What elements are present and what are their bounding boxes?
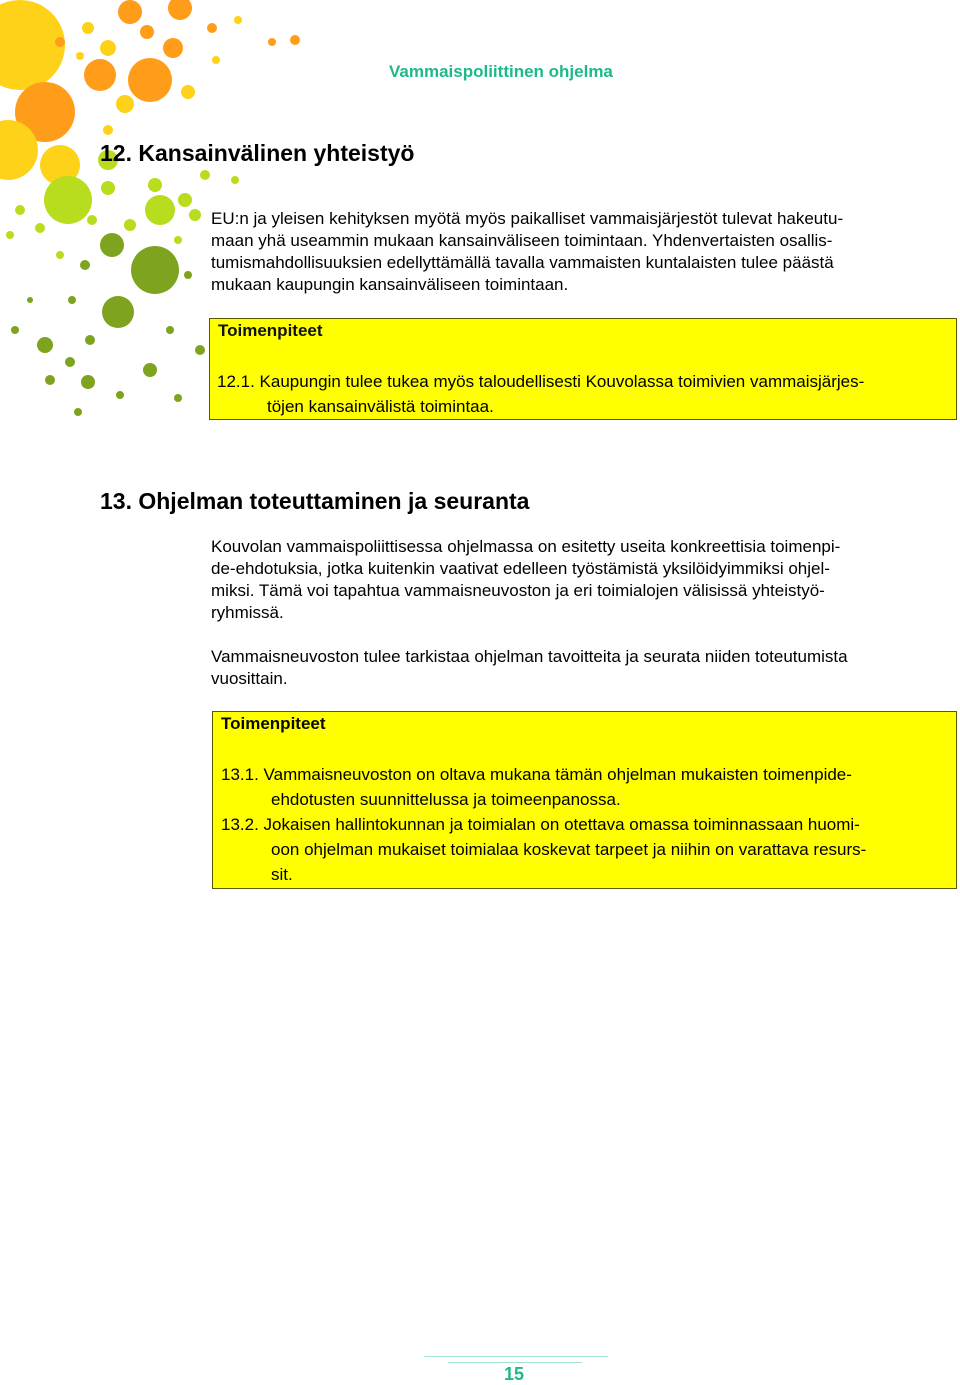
action-item-line: 13.2. Jokaisen hallintokunnan ja toimialan on otettava omassa toiminnassaan huomi- xyxy=(221,815,860,834)
section-13-actions-box xyxy=(212,711,957,889)
action-item-13-1 xyxy=(221,762,951,812)
action-item-line: oon ohjelman mukaiset toimialaa koskevat tarpeet ja niihin on varattava resurs- xyxy=(271,840,867,859)
action-item-13-2 xyxy=(221,812,951,887)
action-item-line: ehdotusten suunnittelussa ja toimeenpanossa. xyxy=(271,790,621,809)
action-item-12-1 xyxy=(217,369,952,419)
section-12-heading: 12. Kansainvälinen yhteistyö xyxy=(100,140,415,166)
paragraph-line: maan yhä useammin mukaan kansainväliseen toimintaan. Yhdenvertaisten osallis- xyxy=(211,231,833,250)
paragraph-line: EU:n ja yleisen kehityksen myötä myös paikalliset vammaisjärjestöt tulevat hakeutu- xyxy=(211,209,844,228)
paragraph-line: Kouvolan vammaispoliittisessa ohjelmassa on esitetty useita konkreettisia toimenpi- xyxy=(211,537,841,556)
actions-title: Toimenpiteet xyxy=(218,321,323,340)
page-number: 15 xyxy=(504,1364,525,1384)
paragraph-line: miksi. Tämä voi tapahtua vammaisneuvoston ja eri toimialojen välisissä yhteistyö- xyxy=(211,581,825,600)
section-13-heading: 13. Ohjelman toteuttaminen ja seuranta xyxy=(100,488,530,514)
footer-divider xyxy=(448,1362,582,1363)
paragraph-line: mukaan kaupungin kansainväliseen toimintaan. xyxy=(211,275,569,294)
action-item-line: töjen kansainvälistä toimintaa. xyxy=(267,397,494,416)
paragraph-line: ryhmissä. xyxy=(211,603,284,622)
section-13-paragraph-1 xyxy=(211,536,931,624)
paragraph-line: vuosittain. xyxy=(211,669,288,688)
paragraph-line: Vammaisneuvoston tulee tarkistaa ohjelman tavoitteita ja seurata niiden toteutumista xyxy=(211,647,848,666)
section-12-paragraph xyxy=(211,208,931,296)
section-12-actions-box xyxy=(209,318,957,420)
paragraph-line: de-ehdotuksia, jotka kuitenkin vaativat edelleen työstämistä yksilöidyimmiksi ohjel- xyxy=(211,559,830,578)
paragraph-line: tumismahdollisuuksien edellyttämällä tavalla vammaisten kuntalaisten tulee päästä xyxy=(211,253,834,272)
action-item-line: 12.1. Kaupungin tulee tukea myös taloudellisesti Kouvolassa toimivien vammaisjärjes- xyxy=(217,372,865,391)
actions-title: Toimenpiteet xyxy=(221,714,326,733)
action-item-line: 13.1. Vammaisneuvoston on oltava mukana tämän ohjelman mukaisten toimenpide- xyxy=(221,765,852,784)
section-13-paragraph-2 xyxy=(211,646,931,690)
running-header: Vammaispoliittinen ohjelma xyxy=(389,62,613,81)
action-item-line: sit. xyxy=(271,865,293,884)
footer-divider xyxy=(424,1356,608,1357)
